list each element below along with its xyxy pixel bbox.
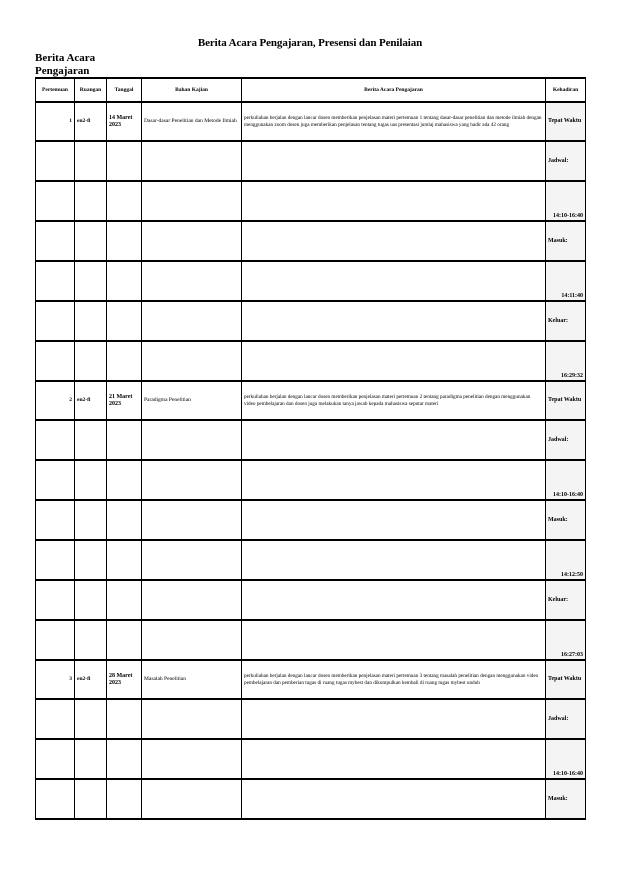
empty-cell xyxy=(242,620,546,660)
empty-cell xyxy=(36,620,75,660)
attendance-status: Tepat Waktu xyxy=(546,102,586,141)
empty-cell xyxy=(142,460,242,500)
attendance-value: 14:10-16:40 xyxy=(546,460,586,500)
empty-cell xyxy=(107,460,142,500)
empty-cell xyxy=(242,779,546,819)
header-ruangan: Ruangan xyxy=(75,78,107,102)
meeting-room: en2-fl xyxy=(75,660,107,699)
empty-cell xyxy=(75,221,107,261)
attendance-label: Keluar: xyxy=(546,301,586,341)
attendance-row xyxy=(36,141,586,181)
empty-cell xyxy=(107,699,142,739)
empty-cell xyxy=(75,181,107,221)
attendance-row xyxy=(36,620,586,660)
empty-cell xyxy=(36,301,75,341)
meeting-row xyxy=(36,102,586,141)
attendance-status: Tepat Waktu xyxy=(546,660,586,699)
empty-cell xyxy=(142,620,242,660)
empty-cell xyxy=(75,779,107,819)
empty-cell xyxy=(142,301,242,341)
attendance-row xyxy=(36,500,586,540)
empty-cell xyxy=(75,460,107,500)
empty-cell xyxy=(107,141,142,181)
empty-cell xyxy=(36,460,75,500)
attendance-row xyxy=(36,699,586,739)
meeting-topic: Masalah Penelitian xyxy=(142,660,242,699)
attendance-row xyxy=(36,420,586,460)
attendance-row xyxy=(36,341,586,381)
attendance-row xyxy=(36,181,586,221)
attendance-status: Tepat Waktu xyxy=(546,381,586,420)
empty-cell xyxy=(242,221,546,261)
empty-cell xyxy=(242,301,546,341)
meeting-topic: Paradigma Penelitian xyxy=(142,381,242,420)
empty-cell xyxy=(107,181,142,221)
empty-cell xyxy=(107,261,142,301)
empty-cell xyxy=(75,500,107,540)
empty-cell xyxy=(242,500,546,540)
empty-cell xyxy=(75,301,107,341)
attendance-row xyxy=(36,261,586,301)
meeting-room: en2-fl xyxy=(75,381,107,420)
empty-cell xyxy=(107,221,142,261)
empty-cell xyxy=(75,580,107,620)
meeting-number: 1 xyxy=(36,102,75,141)
meeting-room: en2-fl xyxy=(75,102,107,141)
empty-cell xyxy=(75,540,107,580)
empty-cell xyxy=(242,261,546,301)
header-tanggal: Tanggal xyxy=(107,78,142,102)
empty-cell xyxy=(142,420,242,460)
empty-cell xyxy=(36,580,75,620)
empty-cell xyxy=(142,261,242,301)
empty-cell xyxy=(142,739,242,779)
attendance-label: Masuk: xyxy=(546,779,586,819)
empty-cell xyxy=(142,500,242,540)
empty-cell xyxy=(107,420,142,460)
empty-cell xyxy=(36,181,75,221)
empty-cell xyxy=(107,540,142,580)
empty-cell xyxy=(107,739,142,779)
empty-cell xyxy=(36,341,75,381)
empty-cell xyxy=(242,341,546,381)
empty-cell xyxy=(36,221,75,261)
meeting-row xyxy=(36,381,586,420)
empty-cell xyxy=(75,141,107,181)
meeting-number: 3 xyxy=(36,660,75,699)
meeting-row xyxy=(36,660,586,699)
empty-cell xyxy=(36,141,75,181)
empty-cell xyxy=(242,580,546,620)
attendance-row xyxy=(36,580,586,620)
empty-cell xyxy=(75,699,107,739)
meeting-number: 2 xyxy=(36,381,75,420)
empty-cell xyxy=(75,739,107,779)
meeting-report: perkuliahan berjalan dengan lancar dosen memberikan penjelasan materi pertemuan 2 tentang paradigma penelitian dengan menggunakan video pembelajaran dan dosen juga melakukan tanya jawab kepada mahasiswa seputar materi xyxy=(242,381,546,420)
empty-cell xyxy=(107,341,142,381)
attendance-value: 16:29:32 xyxy=(546,341,586,381)
attendance-label: Masuk: xyxy=(546,500,586,540)
empty-cell xyxy=(142,540,242,580)
attendance-value: 14:10-16:40 xyxy=(546,739,586,779)
attendance-label: Jadwal: xyxy=(546,141,586,181)
empty-cell xyxy=(36,500,75,540)
empty-cell xyxy=(75,420,107,460)
attendance-row xyxy=(36,779,586,819)
table-header-row xyxy=(36,78,586,102)
empty-cell xyxy=(142,341,242,381)
header-berita-acara: Berita Acara Pengajaran xyxy=(242,78,546,102)
empty-cell xyxy=(36,420,75,460)
empty-cell xyxy=(142,221,242,261)
empty-cell xyxy=(242,420,546,460)
attendance-row xyxy=(36,460,586,500)
empty-cell xyxy=(142,699,242,739)
empty-cell xyxy=(242,739,546,779)
attendance-value: 14:10-16:40 xyxy=(546,181,586,221)
teaching-record-table xyxy=(35,77,586,820)
attendance-row xyxy=(36,739,586,779)
attendance-label: Jadwal: xyxy=(546,420,586,460)
empty-cell xyxy=(36,779,75,819)
attendance-label: Keluar: xyxy=(546,580,586,620)
header-bahan-kajian: Bahan Kajian xyxy=(142,78,242,102)
header-pertemuan: Pertemuan xyxy=(36,78,75,102)
meeting-date: 14 Maret 2023 xyxy=(107,102,142,141)
empty-cell xyxy=(107,500,142,540)
empty-cell xyxy=(242,460,546,500)
table-body xyxy=(36,102,586,819)
meeting-date: 21 Maret 2023 xyxy=(107,381,142,420)
attendance-label: Jadwal: xyxy=(546,699,586,739)
attendance-row xyxy=(36,301,586,341)
attendance-label: Masuk: xyxy=(546,221,586,261)
empty-cell xyxy=(142,141,242,181)
attendance-row xyxy=(36,221,586,261)
empty-cell xyxy=(142,181,242,221)
empty-cell xyxy=(142,779,242,819)
empty-cell xyxy=(107,620,142,660)
empty-cell xyxy=(36,699,75,739)
empty-cell xyxy=(242,540,546,580)
meeting-report: perkuliahan berjalan dengan lancar dosen memberikan penjelasan materi pertemuan 1 tentang dasar-dasar penelitian dan metode ilmiah dengan menggunakan zoom dosen juga memberikan penjelasan tentang tugas uas presentasi jumlaj mahasiswa yang hadir ada 42 orang xyxy=(242,102,546,141)
empty-cell xyxy=(75,261,107,301)
empty-cell xyxy=(36,739,75,779)
meeting-topic: Dasar-dasar Penelitian dan Metode Ilmiah xyxy=(142,102,242,141)
empty-cell xyxy=(242,181,546,221)
empty-cell xyxy=(107,301,142,341)
page-title: Berita Acara Pengajaran, Presensi dan Penilaian xyxy=(197,37,423,49)
empty-cell xyxy=(242,141,546,181)
attendance-value: 14:12:50 xyxy=(546,540,586,580)
empty-cell xyxy=(107,779,142,819)
header-kehadiran: Kehadiran xyxy=(546,78,586,102)
empty-cell xyxy=(75,341,107,381)
attendance-row xyxy=(36,540,586,580)
meeting-date: 28 Maret 2023 xyxy=(107,660,142,699)
empty-cell xyxy=(36,261,75,301)
empty-cell xyxy=(242,699,546,739)
attendance-value: 14:11:40 xyxy=(546,261,586,301)
empty-cell xyxy=(142,580,242,620)
empty-cell xyxy=(107,580,142,620)
empty-cell xyxy=(75,620,107,660)
document-heading: Berita Acara Pengajaran xyxy=(35,52,96,77)
meeting-report: perkuliahan berjalan dengan lancar dosen memberikan penjelasan materi pertemuan 3 tentang masalah penelitian dengan menggunakan video pembelajaran dan pemberian tugas di ruang tugas mybest dan dikumpulkan kembali di ruang tugas mybest unduh xyxy=(242,660,546,699)
attendance-value: 16:27:03 xyxy=(546,620,586,660)
empty-cell xyxy=(36,540,75,580)
